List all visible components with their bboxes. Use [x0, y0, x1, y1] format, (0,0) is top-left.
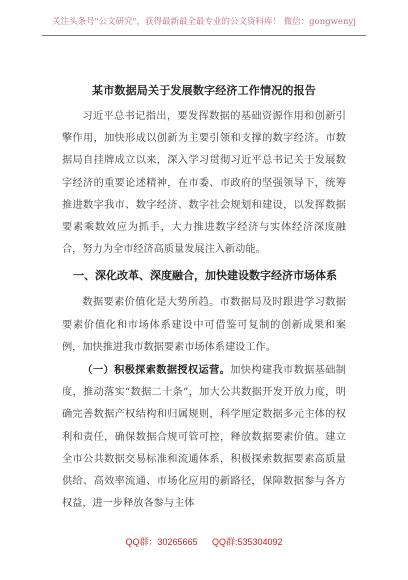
header-divider — [42, 35, 366, 36]
subsection-heading-1: （一）积极探索数据授权运营。 — [82, 364, 231, 377]
section-heading-1: 一、深化改革、深度融合，加快建设数字经济市场体系 — [73, 269, 337, 283]
footer-contacts — [0, 535, 408, 548]
document-title: 某市数据局关于发展数字经济工作情况的报告 — [92, 84, 316, 97]
document-body — [62, 82, 346, 515]
section-1-paragraph: 数据要素价值化是大势所趋。市数据局及时跟进学习数据要素价值化和市场体系建设中可借鉴可复制的创新成果和案例，加快推进我市数据要素市场体系建设工作。 — [62, 297, 346, 353]
subsection-1-text: 加快构建我市数据基础制度，推动落实“数据二十条”，加大公共数据开发开放力度，明确完善数据产权结构和归属规则，科学厘定数据多元主体的权利和责任，确保数据合规可管可控，释放数据要素价值。建立全市公共数据交易标准和流通体系，积极探索数据要素高质量供给、高效率流通、市场化应用的新路径，保障数据参与各方权益，进一步释放各参与主体 — [62, 365, 346, 510]
intro-paragraph: 习近平总书记指出，要发挥数据的基础资源作用和创新引擎作用，加快形成以创新为主要引领和支撑的数字经济。市数据局自挂牌成立以来，深入学习贯彻习近平总书记关于发展数字经济的重要论述精神，在市委、市政府的坚强领导下，统筹推进数字我市、数字经济、数字社会规划和建设，以发挥数据要素乘数效应为抓手，大力推进数字经济与实体经济深度融合，努力为全市经济高质量发展注入新动能。 — [62, 111, 346, 256]
subsection-1-paragraph — [62, 359, 346, 515]
footer-qq-group-2: QQ群:535304092 — [212, 537, 283, 547]
header-note: 关注头条号"公文研究"，获得最新最全最专业的公文资料库！ 微信：gongwenyj — [52, 17, 356, 27]
footer-qq-group-1: QQ群：30265665 — [125, 537, 198, 547]
